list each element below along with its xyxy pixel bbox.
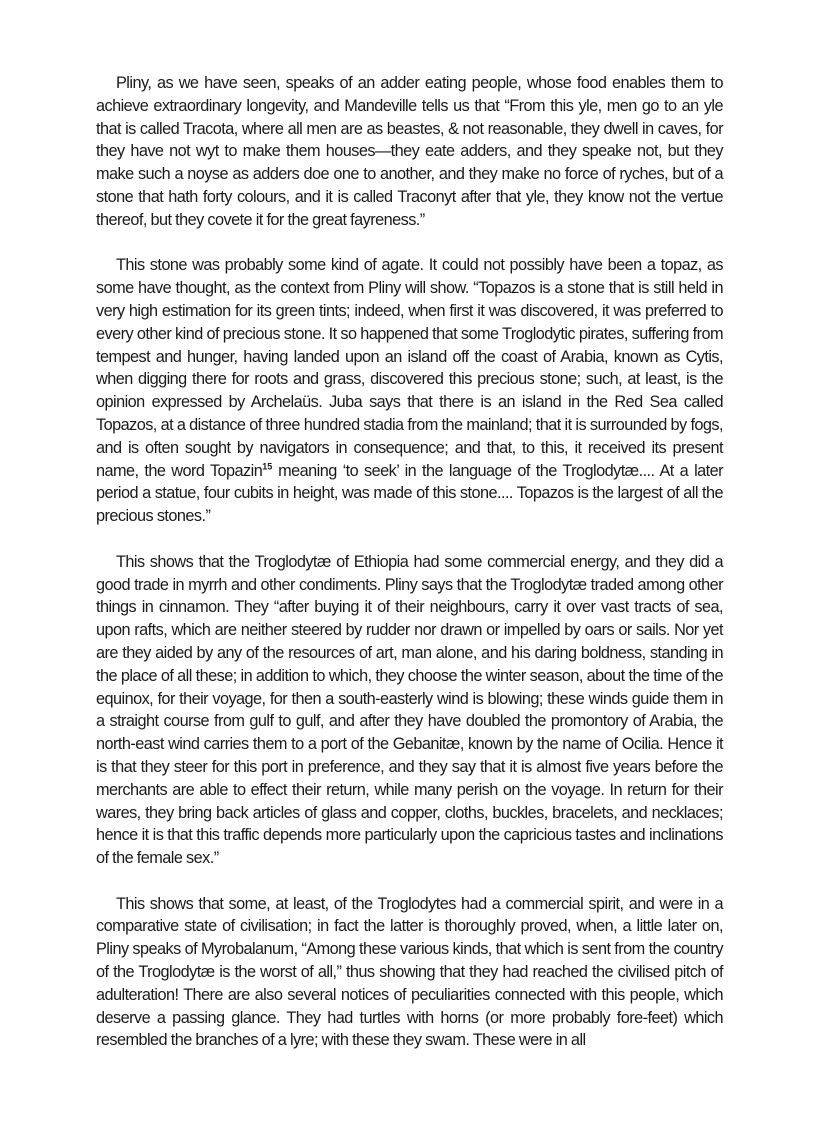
footnote-reference[interactable]: 15 [262, 461, 273, 472]
paragraph-topazos-text-before-note: This stone was probably some kind of agate. It could not possibly have been a topaz, as some have thought, as the context from Pliny will show. “Topazos is a stone that is still held in very high estimation for its green tints; indeed, when first it was discovered, it was preferred to every other kind of precious stone. It so happened that some Troglodytic pirates, suffering from tempest and hunger, having landed upon an island off the coast of Arabia, known as Cytis, when digging there for roots and grass, discovered this precious stone; such, at least, is the opinion expressed by Archelaüs. Juba says that there is an island in the Red Sea called Topazos, at a distance of three hundred stadia from the mainland; that it is surrounded by fogs, and is often sought by navigators in consequence; and that, to this, it received its present name, the word Topazin [96, 256, 723, 480]
paragraph-commercial-spirit: This shows that some, at least, of the Troglodytes had a commercial spirit, and were in a comparative state of civilisation; in fact the latter is thoroughly proved, when, a little later on, Pliny speaks of Myrobalanum, “Among these various kinds, that which is sent from the country of the Troglodytæ is the worst of all,” thus showing that they had reached the civilised pitch of adulteration! There are also several notices of peculiarities connected with this people, which deserve a passing glance. They had turtles with horns (or more probably fore-feet) which resembled the branches of a lyre; with these they swam. These were in all [96, 894, 723, 1050]
paragraph-topazos-stone [96, 254, 723, 528]
document-page [96, 72, 723, 1052]
paragraph-troglodytae-trade: This shows that the Troglodytæ of Ethiopia had some commercial energy, and they did a good trade in myrrh and other condiments. Pliny says that the Troglodytæ traded among other things in cinnamon. They “after buying it of their neighbours, carry it over vast tracts of sea, upon rafts, which are neither steered by rudder nor drawn or impelled by oars or sails. Nor yet are they aided by any of the resources of art, man alone, and his daring boldness, standing in the place of all these; in addition to which, they choose the winter season, about the time of the equinox, for their voyage, for then a south-easterly wind is blowing; these winds guide them in a straight course from gulf to gulf, and after they have doubled the promontory of Arabia, the north-east wind carries them to a port of the Gebanitæ, known by the name of Ocilia. Hence it is that they steer for this port in preference, and they say that it is almost five years before the merchants are able to effect their return, while many perish on the voyage. In return for their wares, they bring back articles of glass and copper, cloths, buckles, bracelets, and necklaces; hence it is that this traffic depends more particularly upon the capricious tastes and inclinations of the female sex.” [96, 552, 723, 868]
paragraph-mandeville-tracota: Pliny, as we have seen, speaks of an adder eating people, whose food enables them to achieve extraordinary longevity, and Mandeville tells us that “From this yle, men go to an yle that is called Tracota, where all men are as beastes, & not reasonable, they dwell in caves, for they have not wyt to make them houses—they eate adders, and they speake not, but they make such a noyse as adders doe one to another, and they make no force of ryches, but of a stone that hath forty colours, and it is called Traconyt after that yle, they know not the vertue thereof, but they covete it for the great fayreness.” [96, 74, 723, 229]
paragraph-topazos-text-after-note: meaning ‘to seek’ in the language of the Troglodytæ.... At a later period a statue, four cubits in height, was made of this stone.... Topazos is the largest of all the precious stones.” [96, 461, 723, 526]
